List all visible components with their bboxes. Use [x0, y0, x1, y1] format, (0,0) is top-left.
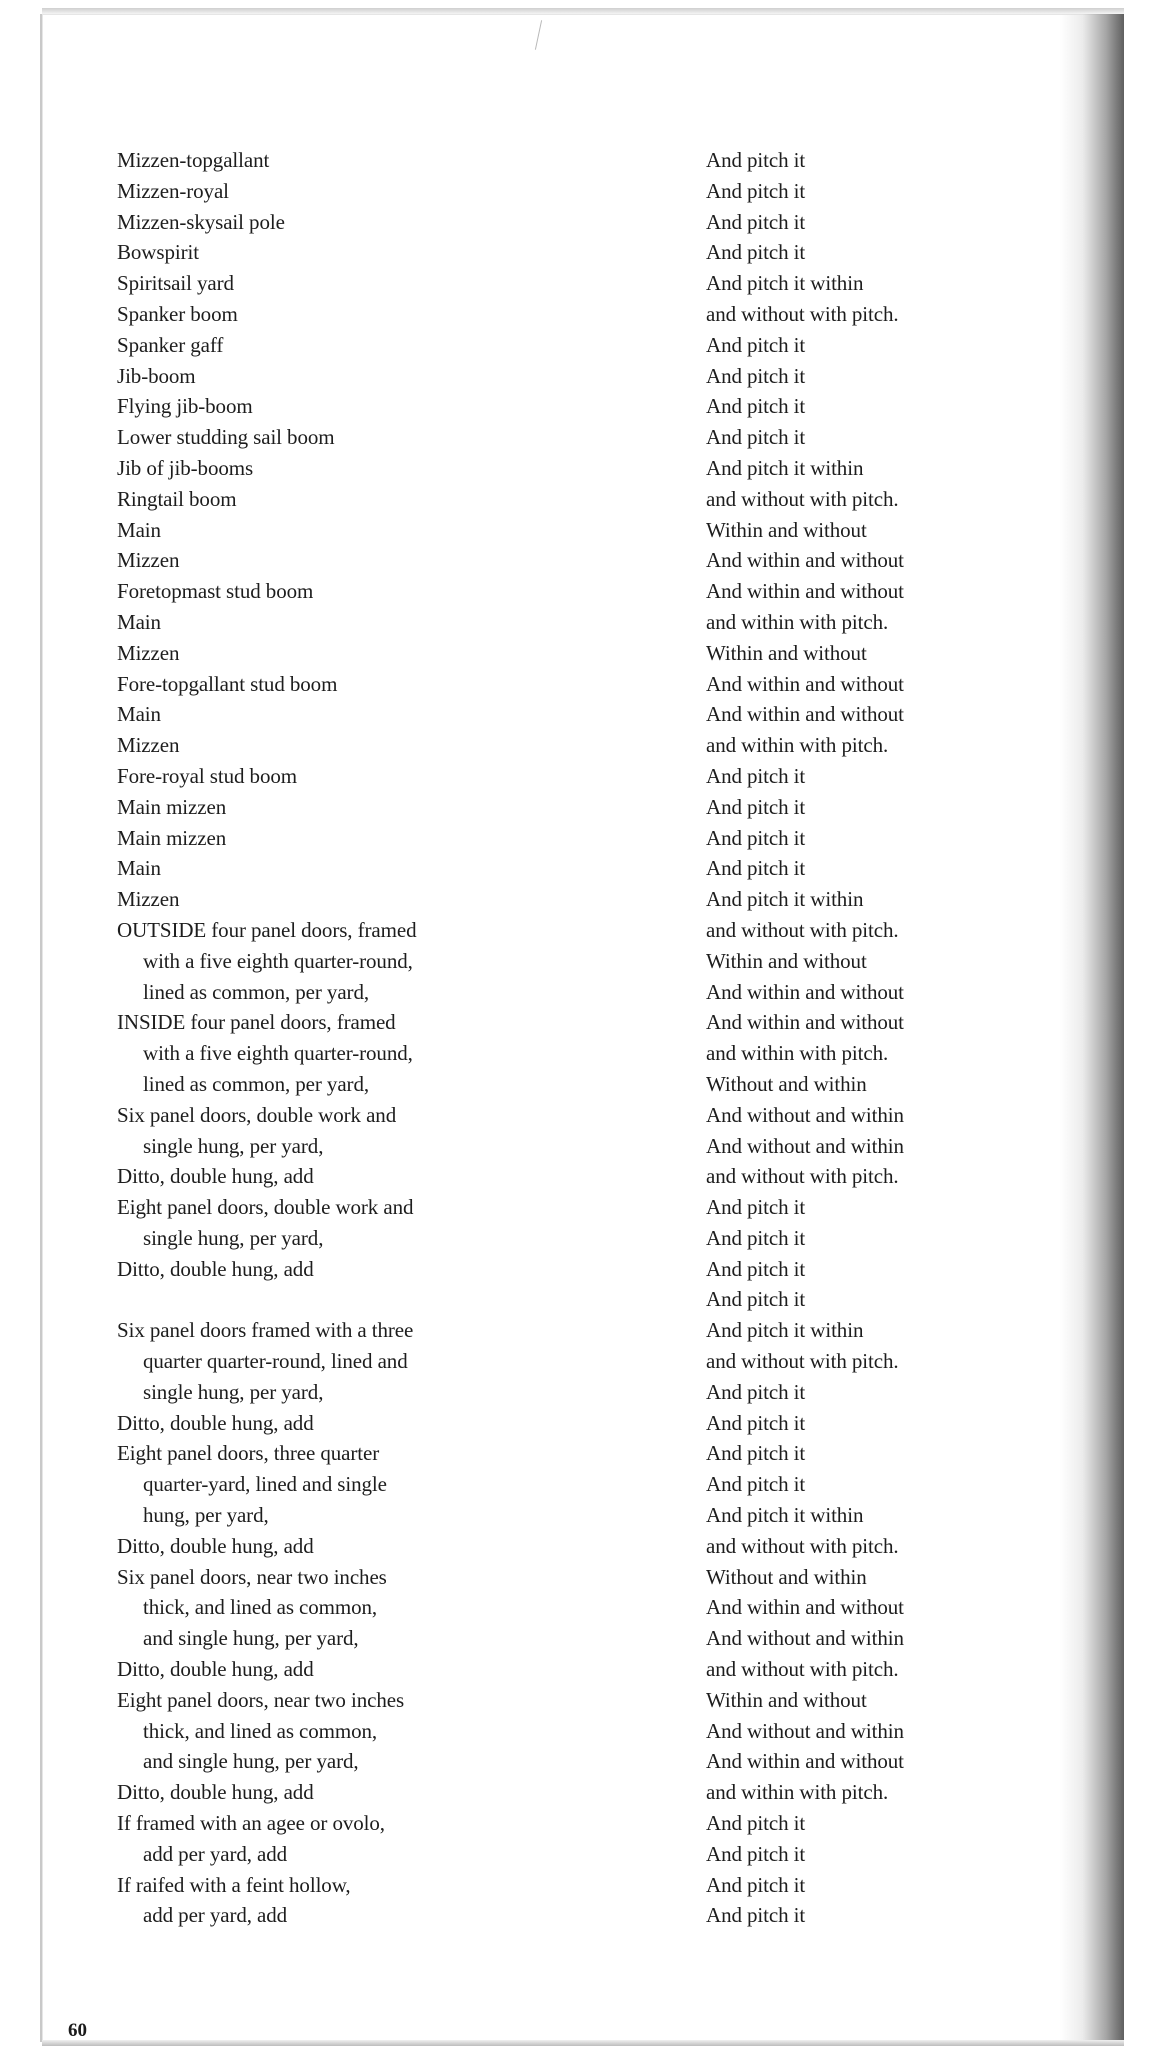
- item-line: thick, and lined as common,: [143, 1595, 378, 1620]
- item-line: Six panel doors, near two inches: [117, 1564, 387, 1589]
- instruction-line: And pitch it within: [706, 1318, 864, 1343]
- item-line: Eight panel doors, near two inches: [117, 1687, 405, 1712]
- instruction-line: And without and within: [706, 1718, 904, 1743]
- item-line: Ditto, double hung, add: [117, 1657, 314, 1682]
- instruction-line: And pitch it: [706, 178, 806, 203]
- instruction-line: And pitch it: [706, 1441, 806, 1466]
- instruction-line: And within and without: [706, 1595, 904, 1620]
- item-line: with a five eighth quarter-round,: [143, 1041, 413, 1066]
- item-line: Mizzen: [117, 640, 180, 665]
- instruction-line: And pitch it: [706, 1287, 806, 1312]
- instruction-line: Within and without: [706, 948, 867, 973]
- instruction-line: and within with pitch.: [706, 1041, 889, 1066]
- item-line: Main: [117, 856, 161, 881]
- item-line: Mizzen: [117, 887, 180, 912]
- item-line: Spanker gaff: [117, 332, 224, 357]
- instruction-line: And pitch it: [706, 856, 806, 881]
- instruction-line: And within and without: [706, 1010, 904, 1035]
- instruction-line: And pitch it: [706, 394, 806, 419]
- instruction-line: And pitch it: [706, 1410, 806, 1435]
- instruction-line: And pitch it: [706, 1841, 806, 1866]
- item-line: single hung, per yard,: [143, 1379, 324, 1404]
- item-line: Ringtail boom: [117, 486, 237, 511]
- instruction-line: and without with pitch.: [706, 301, 899, 326]
- item-line: with a five eighth quarter-round,: [143, 948, 413, 973]
- instruction-line: and within with pitch.: [706, 733, 889, 758]
- item-line: and single hung, per yard,: [143, 1749, 359, 1774]
- item-line: Main: [117, 702, 161, 727]
- item-line: Foretopmast stud boom: [117, 579, 314, 604]
- instruction-line: And within and without: [706, 548, 904, 573]
- instruction-line: And pitch it: [706, 332, 806, 357]
- item-line: Main mizzen: [117, 794, 227, 819]
- item-line: Jib-boom: [117, 363, 196, 388]
- item-line: single hung, per yard,: [143, 1133, 324, 1158]
- item-line: Ditto, double hung, add: [117, 1164, 314, 1189]
- item-line: Eight panel doors, double work and: [117, 1195, 414, 1220]
- instruction-line: And pitch it within: [706, 271, 864, 296]
- instruction-line: And pitch it: [706, 1811, 806, 1836]
- item-line: Ditto, double hung, add: [117, 1256, 314, 1281]
- instruction-list: [706, 145, 1036, 1931]
- instruction-line: and within with pitch.: [706, 609, 889, 634]
- item-line: add per yard, add: [143, 1841, 288, 1866]
- item-line: Spiritsail yard: [117, 271, 234, 296]
- instruction-line: Within and without: [706, 1687, 867, 1712]
- item-line: Mizzen-royal: [117, 178, 229, 203]
- instruction-line: And within and without: [706, 579, 904, 604]
- binding-shadow: [1060, 14, 1124, 2042]
- instruction-line: And within and without: [706, 1749, 904, 1774]
- item-line: Mizzen: [117, 548, 180, 573]
- instruction-line: and without with pitch.: [706, 486, 899, 511]
- instruction-line: and without with pitch.: [706, 917, 899, 942]
- instruction-line: And within and without: [706, 702, 904, 727]
- item-line: OUTSIDE four panel doors, framed: [117, 917, 417, 942]
- instruction-line: And pitch it: [706, 209, 806, 234]
- item-line: Spanker boom: [117, 301, 238, 326]
- instruction-line: Within and without: [706, 640, 867, 665]
- item-line: lined as common, per yard,: [143, 979, 370, 1004]
- instruction-line: And pitch it: [706, 1379, 806, 1404]
- instruction-line: And pitch it: [706, 1195, 806, 1220]
- item-line: Main: [117, 517, 161, 542]
- instruction-line: Within and without: [706, 517, 867, 542]
- page-bottom-edge: [42, 2040, 1124, 2046]
- blank-line: [117, 1284, 597, 1315]
- item-line: INSIDE four panel doors, framed: [117, 1010, 396, 1035]
- instruction-line: And pitch it: [706, 794, 806, 819]
- item-line: Main: [117, 609, 161, 634]
- item-line: Mizzen: [117, 733, 180, 758]
- instruction-line: Without and within: [706, 1071, 867, 1096]
- item-line: Fore-topgallant stud boom: [117, 671, 338, 696]
- item-line: Jib of jib-booms: [117, 455, 254, 480]
- instruction-line: And pitch it: [706, 425, 806, 450]
- page-number: 60: [68, 2020, 87, 2041]
- instruction-line: And without and within: [706, 1626, 904, 1651]
- instruction-line: And pitch it within: [706, 455, 864, 480]
- item-line: Fore-royal stud boom: [117, 763, 297, 788]
- instruction-line: And pitch it: [706, 1903, 806, 1928]
- instruction-line: Without and within: [706, 1564, 867, 1589]
- item-line: add per yard, add: [143, 1903, 288, 1928]
- instruction-line: And pitch it: [706, 1472, 806, 1497]
- item-line: lined as common, per yard,: [143, 1071, 370, 1096]
- instruction-line: And pitch it within: [706, 1503, 864, 1528]
- item-line: Ditto, double hung, add: [117, 1533, 314, 1558]
- item-list: [117, 145, 597, 1931]
- item-line: Six panel doors framed with a three: [117, 1318, 414, 1343]
- item-line: Main mizzen: [117, 825, 227, 850]
- instruction-line: and without with pitch.: [706, 1533, 899, 1558]
- instruction-line: And pitch it: [706, 148, 806, 172]
- item-line: Ditto, double hung, add: [117, 1410, 314, 1435]
- instruction-line: And within and without: [706, 979, 904, 1004]
- instruction-line: And pitch it: [706, 1872, 806, 1897]
- item-line: If framed with an agee or ovolo,: [117, 1811, 385, 1836]
- item-line: and single hung, per yard,: [143, 1626, 359, 1651]
- item-line: single hung, per yard,: [143, 1225, 324, 1250]
- instruction-line: And pitch it: [706, 240, 806, 265]
- instruction-line: And pitch it: [706, 363, 806, 388]
- instruction-line: And pitch it: [706, 763, 806, 788]
- instruction-line: And without and within: [706, 1102, 904, 1127]
- instruction-line: And pitch it within: [706, 887, 864, 912]
- instruction-line: And within and without: [706, 671, 904, 696]
- item-line: quarter quarter-round, lined and: [143, 1349, 408, 1374]
- instruction-line: and without with pitch.: [706, 1349, 899, 1374]
- item-line: hung, per yard,: [143, 1503, 269, 1528]
- item-line: Mizzen-topgallant: [117, 148, 270, 172]
- instruction-line: And pitch it: [706, 1256, 806, 1281]
- instruction-line: and without with pitch.: [706, 1164, 899, 1189]
- instruction-line: And without and within: [706, 1133, 904, 1158]
- instruction-line: And pitch it: [706, 825, 806, 850]
- instruction-line: and without with pitch.: [706, 1657, 899, 1682]
- item-line: quarter-yard, lined and single: [143, 1472, 387, 1497]
- item-line: If raifed with a feint hollow,: [117, 1872, 351, 1897]
- item-line: Six panel doors, double work and: [117, 1102, 397, 1127]
- item-line: Eight panel doors, three quarter: [117, 1441, 380, 1466]
- item-line: Lower studding sail boom: [117, 425, 335, 450]
- item-line: Mizzen-skysail pole: [117, 209, 285, 234]
- item-line: Bowspirit: [117, 240, 199, 265]
- instruction-line: and within with pitch.: [706, 1780, 889, 1805]
- item-line: Ditto, double hung, add: [117, 1780, 314, 1805]
- item-line: Flying jib-boom: [117, 394, 253, 419]
- item-line: thick, and lined as common,: [143, 1718, 378, 1743]
- instruction-line: And pitch it: [706, 1225, 806, 1250]
